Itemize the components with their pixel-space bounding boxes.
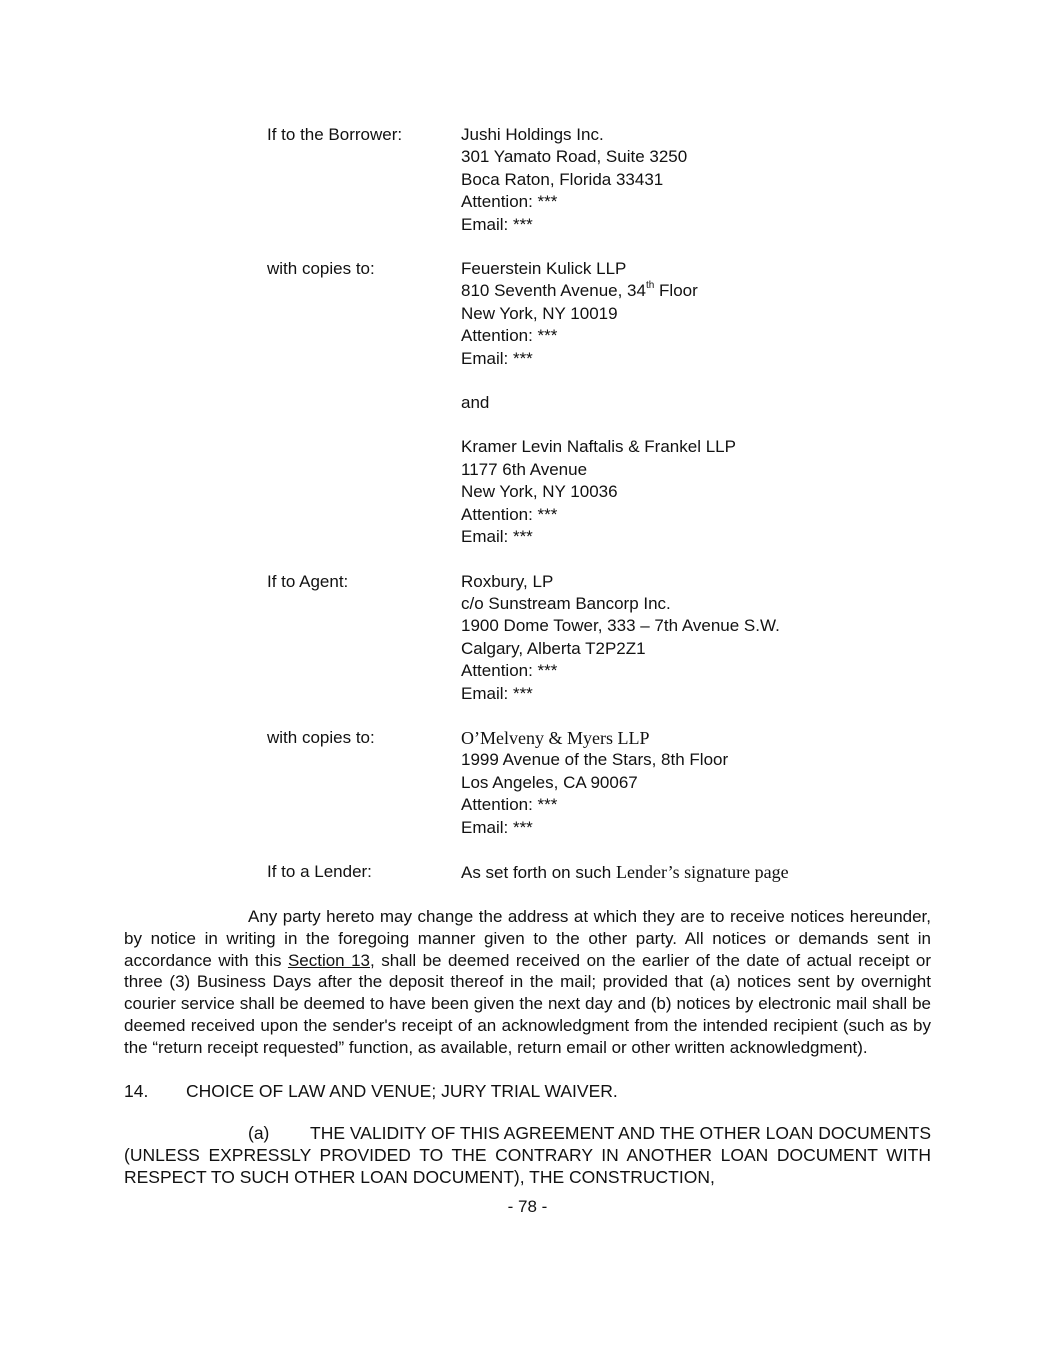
address-line: 1177 6th Avenue <box>461 459 588 479</box>
address-line: O’Melveny & Myers LLP <box>461 727 650 748</box>
address-line: Calgary, Alberta T2P2Z1 <box>461 638 646 658</box>
borrower-address <box>461 124 947 236</box>
notice-label-lender: If to a Lender: <box>267 861 372 881</box>
ordinal-suffix: th <box>645 279 655 291</box>
agent-address <box>461 571 947 705</box>
address-line: New York, NY 10019 <box>461 303 618 323</box>
lender-text-part: As set forth on such <box>461 862 616 882</box>
email-line: Email: *** <box>461 527 533 547</box>
address-line: Roxbury, LP <box>461 571 554 591</box>
notice-agent-copies <box>267 727 947 839</box>
notice-agent <box>267 571 947 705</box>
and-connector: and <box>461 393 490 413</box>
attention-line: Attention: *** <box>461 661 558 681</box>
page-number: - 78 - <box>507 1197 548 1216</box>
address-line: New York, NY 10036 <box>461 482 618 502</box>
lender-text <box>461 861 947 884</box>
address-line: Jushi Holdings Inc. <box>461 125 604 144</box>
email-line: Email: *** <box>461 683 533 703</box>
clause-body: THE VALIDITY OF THIS AGREEMENT AND THE OTHER LOAN DOCUMENTS (UNLESS EXPRESSLY PROVIDED TO THE CONTRARY IN ANOTHER LOAN DOCUMENT WITH RESPECT TO SUCH OTHER LOAN DOCUMENT), THE CONSTRUCTION, <box>124 1123 931 1187</box>
notice-addresses <box>267 124 947 884</box>
lender-text-part: Lender’s signature page <box>615 861 789 882</box>
section-number: 14. <box>124 1081 149 1101</box>
section-heading <box>124 1080 618 1102</box>
paragraph-text-part: Any party hereto may change the address at which they are to receive notices hereunder, by notice in writing in the foregoing manner given to the other party. All notices or demands sent in accordance with this <box>124 907 931 970</box>
notice-borrower <box>267 124 947 236</box>
address-line: Los Angeles, CA 90067 <box>461 772 638 792</box>
notice-change-paragraph <box>124 906 931 1059</box>
notice-label-borrower: If to the Borrower: <box>267 125 403 144</box>
attention-line: Attention: *** <box>461 795 558 815</box>
notice-lender <box>267 861 947 884</box>
notice-label-copies: with copies to: <box>267 727 375 747</box>
borrower-copies-address <box>461 258 947 548</box>
email-line: Email: *** <box>461 817 533 837</box>
clause-text <box>124 1123 931 1188</box>
section-title: CHOICE OF LAW AND VENUE; JURY TRIAL WAIVER. <box>186 1081 618 1101</box>
section-reference-link[interactable]: Section 13 <box>287 950 371 970</box>
address-line: Boca Raton, Florida 33431 <box>461 169 664 189</box>
clause-label: (a) <box>248 1123 270 1143</box>
notice-label-agent: If to Agent: <box>267 571 349 591</box>
address-line: 301 Yamato Road, Suite 3250 <box>461 147 688 167</box>
address-line: 1999 Avenue of the Stars, 8th Floor <box>461 750 729 770</box>
notice-borrower-copies <box>267 258 947 548</box>
attention-line: Attention: *** <box>461 504 558 524</box>
attention-line: Attention: *** <box>461 326 558 346</box>
paragraph-text <box>124 906 931 1059</box>
agent-copies-address <box>461 727 947 839</box>
email-line: Email: *** <box>461 348 533 368</box>
address-text: 810 Seventh Avenue, 34 <box>461 281 646 301</box>
lender-address <box>461 861 947 884</box>
notice-label-copies: with copies to: <box>267 259 375 279</box>
paragraph-text-part: , shall be deemed received on the earlier of the date of actual receipt or three (3) Business Days after the deposit thereof in the mail; provided that (a) notices sent by overnight courier service shall be deemed to have been given the next day and (b) notices by electronic mail shall be deemed received upon the sender's receipt of an acknowledgment from the intended recipient (such as by the “return receipt requested” function, as available, return email or other written acknowledgment). <box>124 950 931 1057</box>
email-line: Email: *** <box>461 214 533 234</box>
clause-a <box>124 1123 931 1188</box>
address-line: 1900 Dome Tower, 333 – 7th Avenue S.W. <box>461 616 780 636</box>
address-line <box>461 280 947 302</box>
address-line: c/o Sunstream Bancorp Inc. <box>461 593 671 613</box>
attention-line: Attention: *** <box>461 192 558 212</box>
address-line: Kramer Levin Naftalis & Frankel LLP <box>461 437 736 457</box>
address-text: Floor <box>654 281 698 301</box>
address-line: Feuerstein Kulick LLP <box>461 259 627 279</box>
